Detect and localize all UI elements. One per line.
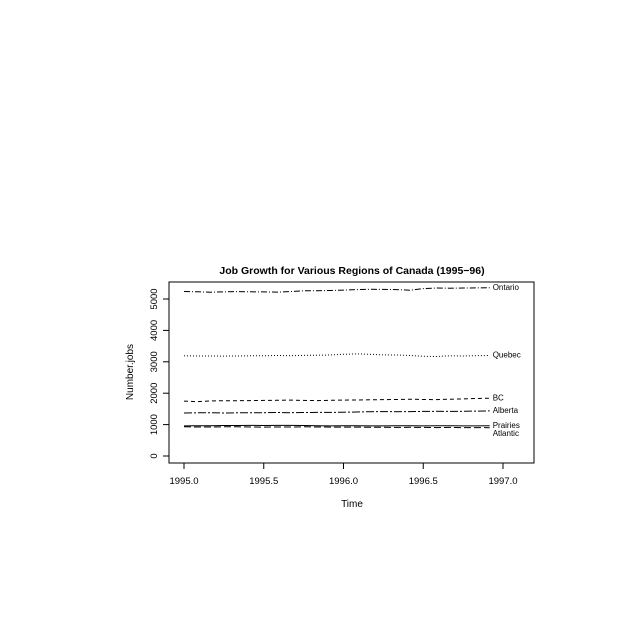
y-tick-label: 1000 bbox=[149, 414, 160, 436]
plot-frame bbox=[169, 282, 534, 463]
y-tick-label: 2000 bbox=[149, 382, 160, 404]
series-line-quebec bbox=[184, 354, 490, 357]
series-line-ontario bbox=[184, 288, 490, 293]
series-label-bc: BC bbox=[492, 393, 504, 403]
series-label-prairies: Prairies bbox=[492, 420, 520, 430]
x-tick-label: 1997.0 bbox=[488, 476, 518, 487]
x-tick-label: 1996.0 bbox=[328, 476, 359, 487]
x-tick-label: 1996.5 bbox=[408, 476, 438, 487]
series-line-alberta bbox=[184, 411, 490, 413]
series-label-alberta: Alberta bbox=[492, 406, 519, 416]
series-label-quebec: Quebec bbox=[492, 350, 521, 360]
series-label-atlantic: Atlantic bbox=[492, 428, 519, 438]
y-tick-label: 0 bbox=[149, 453, 160, 459]
x-tick-label: 1995.5 bbox=[249, 476, 279, 487]
series-label-ontario: Ontario bbox=[492, 282, 519, 292]
y-axis-label: Number.jobs bbox=[125, 343, 136, 401]
y-axis bbox=[149, 288, 169, 458]
series-line-bc bbox=[184, 398, 490, 402]
chart-title: Job Growth for Various Regions of Canada (1995−96) bbox=[219, 265, 485, 277]
series-labels bbox=[493, 283, 521, 438]
y-tick-label: 5000 bbox=[149, 288, 160, 310]
series-line-prairies bbox=[184, 425, 490, 426]
y-tick-label: 3000 bbox=[149, 351, 160, 373]
x-axis bbox=[169, 463, 517, 487]
y-tick-label: 4000 bbox=[149, 319, 160, 341]
series-lines bbox=[184, 288, 490, 428]
x-axis-label: Time bbox=[341, 499, 363, 510]
series-line-atlantic bbox=[184, 427, 490, 428]
x-tick-label: 1995.0 bbox=[169, 476, 199, 487]
